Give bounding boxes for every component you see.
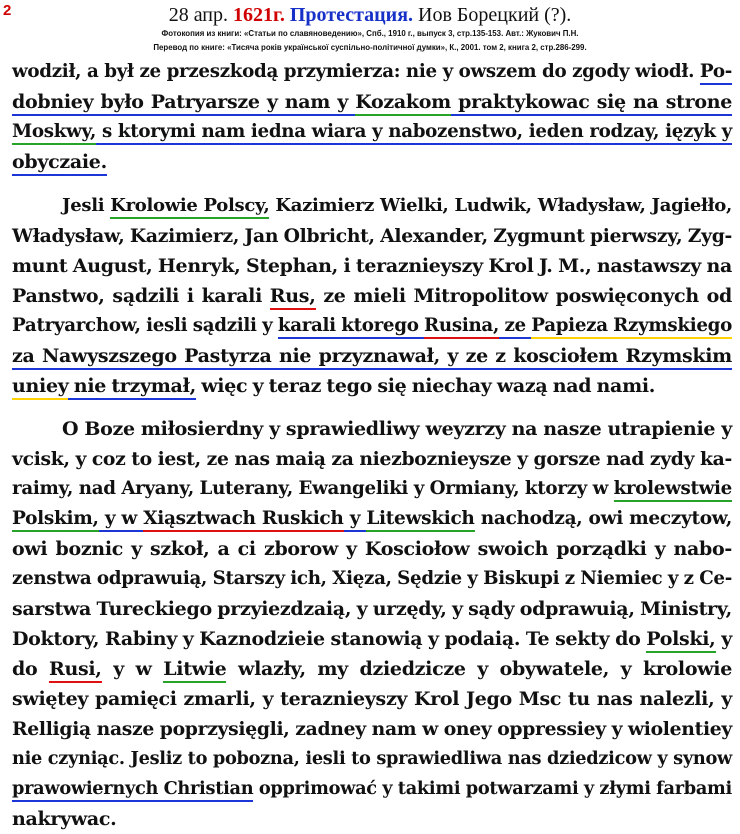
text-span: Panstwo, sądzili i karali xyxy=(12,285,270,307)
underline-span: praktykowac się na strone xyxy=(451,91,732,116)
text-span: wlazły, my dziedzicze y obywatele, y krolowie xyxy=(226,658,732,680)
text-span: y w xyxy=(101,658,164,680)
paragraph-3 xyxy=(12,414,732,834)
document-body xyxy=(12,57,732,834)
underline-span: karali ktorego xyxy=(278,315,424,339)
underline-span: Xiąsztwach Ruskich xyxy=(143,508,343,532)
text-line xyxy=(12,341,732,371)
text-line: munt August, Henryk, Stephan, i teraznieyszy Krol J. M., nastawszy na xyxy=(12,255,732,277)
text-line: nakrywac. xyxy=(12,808,117,830)
paragraph-1 xyxy=(12,57,732,177)
underline-span: Rusi, xyxy=(49,658,102,683)
text-span: raimy, nad Aryany, Luterany, Ewangeliki y Ormiany, ktorzy w xyxy=(12,478,614,499)
underline-span: Moskwy, xyxy=(12,121,96,145)
underline-span: Krolowie Polscy, xyxy=(110,195,269,219)
text-line xyxy=(12,57,732,87)
source-line-1: Фотокопия из книги: «Статьи по славяноведению», Спб., 1910 г., выпуск 3, стр.135-153. Авт.: Жукович П.Н. xyxy=(161,29,579,38)
title-year: 1621г. xyxy=(233,4,285,26)
page-title xyxy=(0,3,740,27)
text-span: Kazimierz Wielki, Ludwik, Władysław, Jagiełło, xyxy=(269,195,732,216)
text-span: opprimować y takimi potwarzami y złymi farbami xyxy=(253,778,732,799)
paragraph-gap xyxy=(12,401,732,414)
text-line xyxy=(12,774,732,804)
underline-span: Polskim, xyxy=(12,508,99,532)
text-line: nie czyniąc. Jesliz to pobozna, iesli to sprawiedliwa nas dziedzicow y synow xyxy=(12,748,732,769)
text-line: swiętey pamięci zmarli, y teraznieyszy Krol Jego Msc tu nas nalezli, y xyxy=(12,688,732,710)
underline-span: za Nawyszszego Pastyrza nie przyznawał, y ze z kosciołem Rzymskim xyxy=(12,345,732,370)
text-line: owi boznic y szkoł, a ci zborow y Kosciołow swoich porządki y nabo- xyxy=(12,538,732,560)
underline-span: prawowiernych Christian xyxy=(12,778,253,802)
text-span: Jesli xyxy=(62,195,111,216)
text-line xyxy=(12,311,732,341)
paragraph-gap xyxy=(12,177,732,191)
underline-span: y xyxy=(344,508,367,532)
underline-span: Litwie xyxy=(163,658,226,683)
underline-span: Rusina, xyxy=(424,315,499,339)
text-line xyxy=(12,371,732,401)
text-line: vcisk, y coz to iest, ze nas maią za niezboznieysze y gorsze nad zydy ka- xyxy=(12,448,732,470)
title-date: 28 апр. xyxy=(168,4,234,26)
underline-span: dobniey było Patryarsze y nam y xyxy=(12,91,355,116)
text-line xyxy=(12,474,732,504)
title-author: Иов Борецкий (?). xyxy=(413,4,572,26)
text-span: nachodzą, owi meczytow, xyxy=(474,508,733,529)
source-line-2: Перевод по книге: «Тисяча років української суспільно-політичної думки», К., 2001. том 2, книга 2, стр.286-299. xyxy=(153,43,587,52)
title-name: Протестация. xyxy=(289,4,414,26)
text-line xyxy=(12,147,732,177)
text-span: wodził, a był ze przeszkodą przymierza: nie y owszem do zgody wiodł. xyxy=(12,61,700,82)
underline-span: Kozakom xyxy=(355,91,451,116)
underline-span: ze xyxy=(499,315,531,339)
text-line: Relligią nasze poprzysięgli, zadney nam w oney oppressiey y wiolentiey xyxy=(12,718,732,740)
text-line xyxy=(12,624,732,654)
text-line: Władysław, Kazimierz, Jan Olbricht, Alexander, Zygmunt pierwszy, Zyg- xyxy=(12,225,732,247)
text-span: y xyxy=(715,628,732,650)
text-line xyxy=(12,191,732,221)
text-span: Patryarchow, iesli sądzili y xyxy=(12,315,278,336)
underline-span: obyczaie. xyxy=(12,151,107,176)
underline-span: uniey xyxy=(12,375,68,400)
text-line: O Boze miłosierdny y sprawiedliwy weyzrzy na nasze utrapienie y xyxy=(62,418,732,440)
text-span: ze mieli Mitropolitow poswięconych od xyxy=(315,285,732,307)
underline-span: krolewstwie xyxy=(614,478,732,502)
underline-span: Polski, xyxy=(646,628,715,653)
text-span: Doktory, Rabiny y Kaznodzieie stanowią y podaią. Te sekty do xyxy=(12,628,647,650)
underline-span: y w xyxy=(99,508,144,532)
text-line xyxy=(12,654,732,684)
underline-span: nie trzymał, xyxy=(68,375,195,400)
underline-span: Po- xyxy=(700,61,732,85)
paragraph-2 xyxy=(12,191,732,401)
underline-span: Papieza Rzymskiego xyxy=(531,315,732,339)
text-line: sarstwa Tureckiego przyiezdzaią, y urzędy, y sądy odprawuią, Ministry, xyxy=(12,598,732,620)
underline-span: Rus, xyxy=(270,285,316,310)
underline-span: Litewskich xyxy=(366,508,474,532)
text-line xyxy=(12,87,732,117)
text-line: zenstwa odprawuią, Starszy ich, Xięza, Sędzie y Biskupi z Niemiec y z Ce- xyxy=(12,568,732,589)
underline-span: s ktorymi nam iedna wiara y nabozenstwo, ieden rodzay, ięzyk y xyxy=(96,121,732,145)
text-line xyxy=(12,504,732,534)
text-line xyxy=(12,117,732,147)
text-span: więc y teraz tego się niechay wazą nad nami. xyxy=(195,375,656,397)
text-span: do xyxy=(12,658,49,680)
text-line xyxy=(12,281,732,311)
page-number: 2 xyxy=(3,2,12,19)
